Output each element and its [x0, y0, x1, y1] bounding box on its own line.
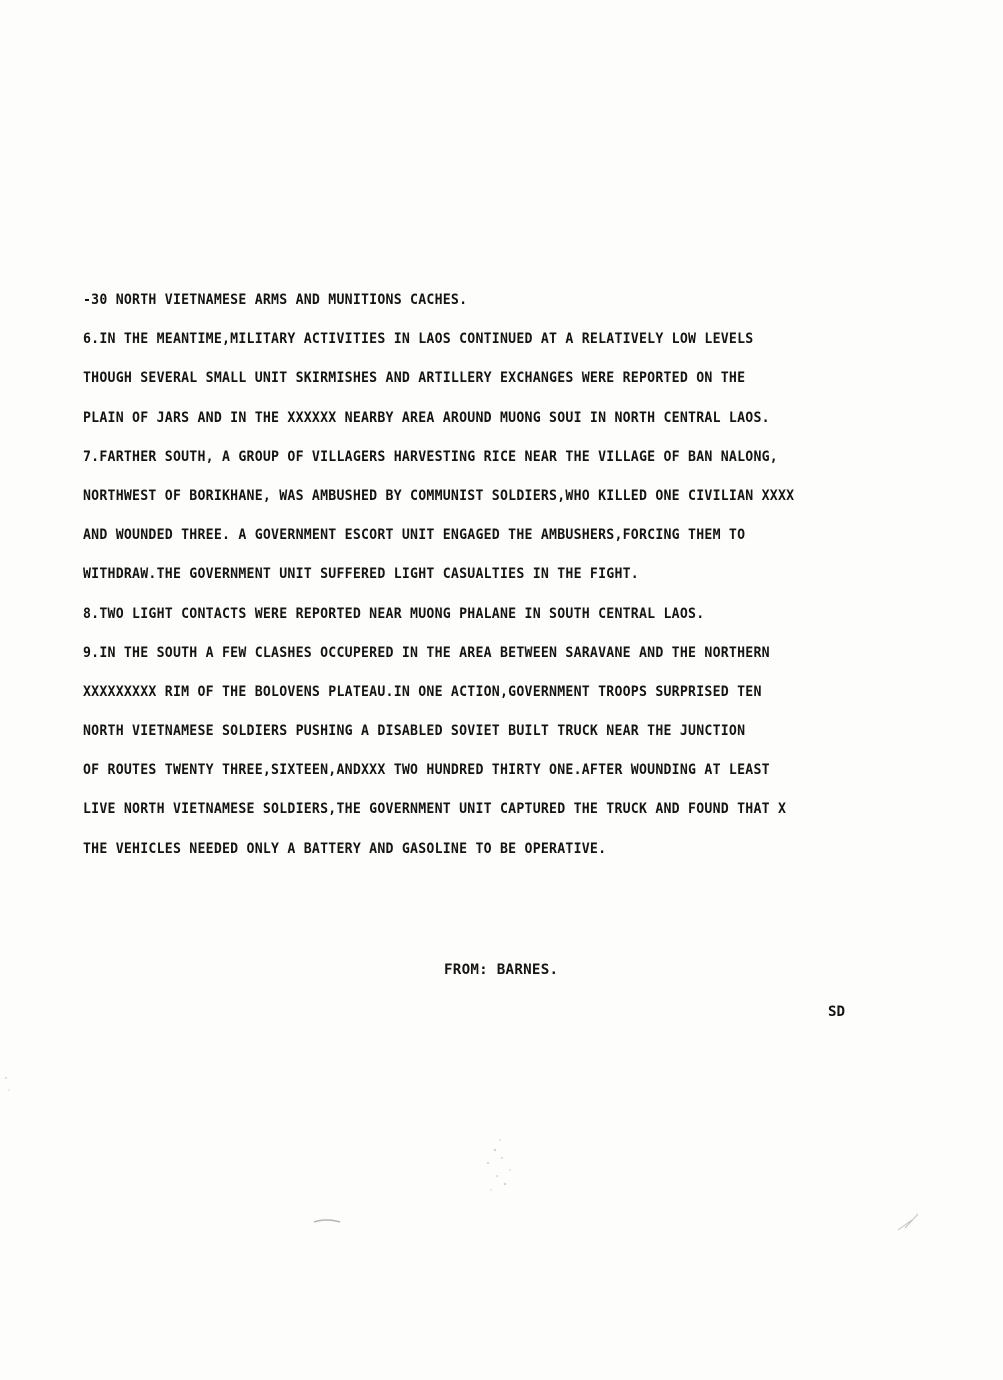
body-line: -30 NORTH VIETNAMESE ARMS AND MUNITIONS CACHES.	[83, 292, 468, 308]
body-line: 6.IN THE MEANTIME,MILITARY ACTIVITIES IN LAOS CONTINUED AT A RELATIVELY LOW LEVELS	[83, 331, 754, 348]
body-line: 8.TWO LIGHT CONTACTS WERE REPORTED NEAR MUONG PHALANE IN SOUTH CENTRAL LAOS.	[83, 605, 705, 622]
body-line: THE VEHICLES NEEDED ONLY A BATTERY AND GASOLINE TO BE OPERATIVE.	[83, 840, 607, 857]
body-line: LIVE NORTH VIETNAMESE SOLDIERS,THE GOVERNMENT UNIT CAPTURED THE TRUCK AND FOUND THAT X	[83, 801, 787, 818]
body-line: PLAIN OF JARS AND IN THE XXXXXX NEARBY AREA AROUND MUONG SOUI IN NORTH CENTRAL LAOS.	[83, 409, 770, 426]
body-line: THOUGH SEVERAL SMALL UNIT SKIRMISHES AND ARTILLERY EXCHANGES WERE REPORTED ON THE	[83, 370, 746, 387]
body-line: XXXXXXXXX RIM OF THE BOLOVENS PLATEAU.IN ONE ACTION,GOVERNMENT TROOPS SURPRISED TEN	[83, 683, 762, 700]
body-line: AND WOUNDED THREE. A GOVERNMENT ESCORT UNIT ENGAGED THE AMBUSHERS,FORCING THEM TO	[83, 527, 746, 544]
body-line: WITHDRAW.THE GOVERNMENT UNIT SUFFERED LIGHT CASUALTIES IN THE FIGHT.	[83, 566, 639, 583]
sender-line: FROM: BARNES.	[444, 962, 559, 978]
body-line: 9.IN THE SOUTH A FEW CLASHES OCCUPERED IN THE AREA BETWEEN SARAVANE AND THE NORTHERN	[83, 644, 770, 661]
body-line: OF ROUTES TWENTY THREE,SIXTEEN,ANDXXX TWO HUNDRED THIRTY ONE.AFTER WOUNDING AT LEAST	[83, 762, 770, 779]
body-line: 7.FARTHER SOUTH, A GROUP OF VILLAGERS HARVESTING RICE NEAR THE VILLAGE OF BAN NALONG,	[83, 448, 778, 465]
body-line: NORTHWEST OF BORIKHANE, WAS AMBUSHED BY COMMUNIST SOLDIERS,WHO KILLED ONE CIVILIAN XXXX	[83, 487, 795, 504]
initials: SD	[828, 1004, 846, 1020]
body-line: NORTH VIETNAMESE SOLDIERS PUSHING A DISABLED SOVIET BUILT TRUCK NEAR THE JUNCTION	[83, 723, 746, 740]
